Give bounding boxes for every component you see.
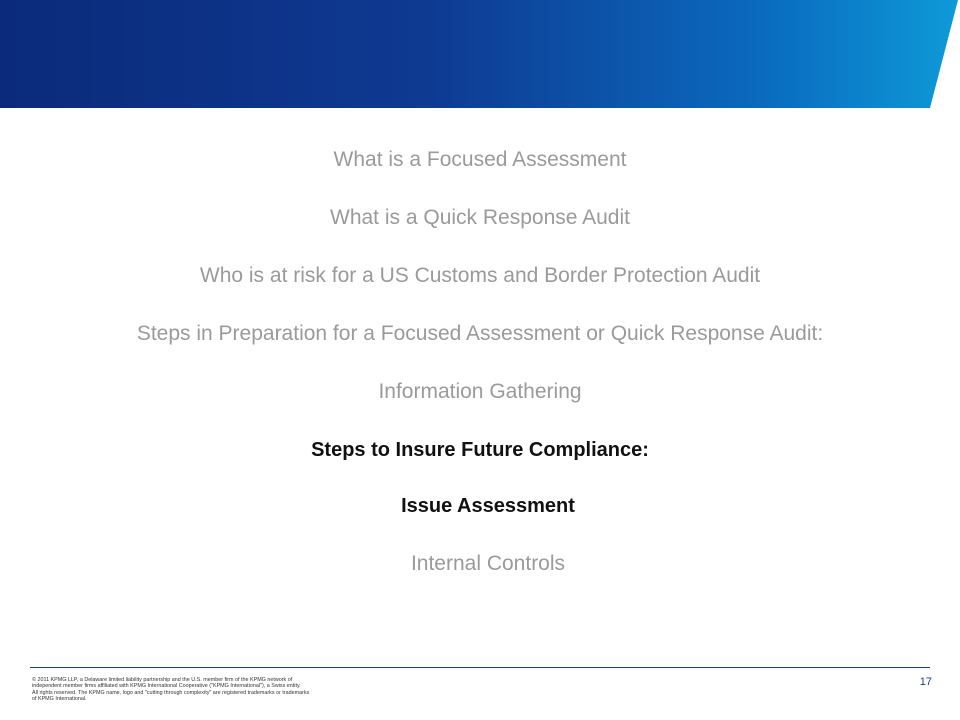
agenda-item-preparation-steps: Steps in Preparation for a Focused Assessment or Quick Response Audit: [136, 322, 824, 345]
page-number: 17 [919, 676, 932, 688]
agenda-item-future-compliance: Steps to Insure Future Compliance: [311, 439, 649, 461]
copyright-notice: © 2011 KPMG LLP, a Delaware limited liability partnership and the U.S. member firm of the KPMG network of independent member firms affiliated with KPMG International Cooperative ("KPMG International"), a Swiss entity. All rights reserved. The KPMG name, logo and "cutting through complexity" are registered trademarks or trademarks of KPMG International. [32, 677, 310, 703]
agenda-item-quick-response-audit: What is a Quick Response Audit [330, 206, 630, 229]
footer-divider [30, 667, 930, 668]
agenda-item-who-is-at-risk: Who is at risk for a US Customs and Border Protection Audit [199, 264, 761, 287]
agenda-item-information-gathering: Information Gathering [378, 380, 582, 403]
agenda-item-focused-assessment: What is a Focused Assessment [333, 148, 627, 171]
agenda-item-internal-controls: Internal Controls [410, 552, 566, 575]
agenda-item-issue-assessment: Issue Assessment [401, 495, 575, 517]
